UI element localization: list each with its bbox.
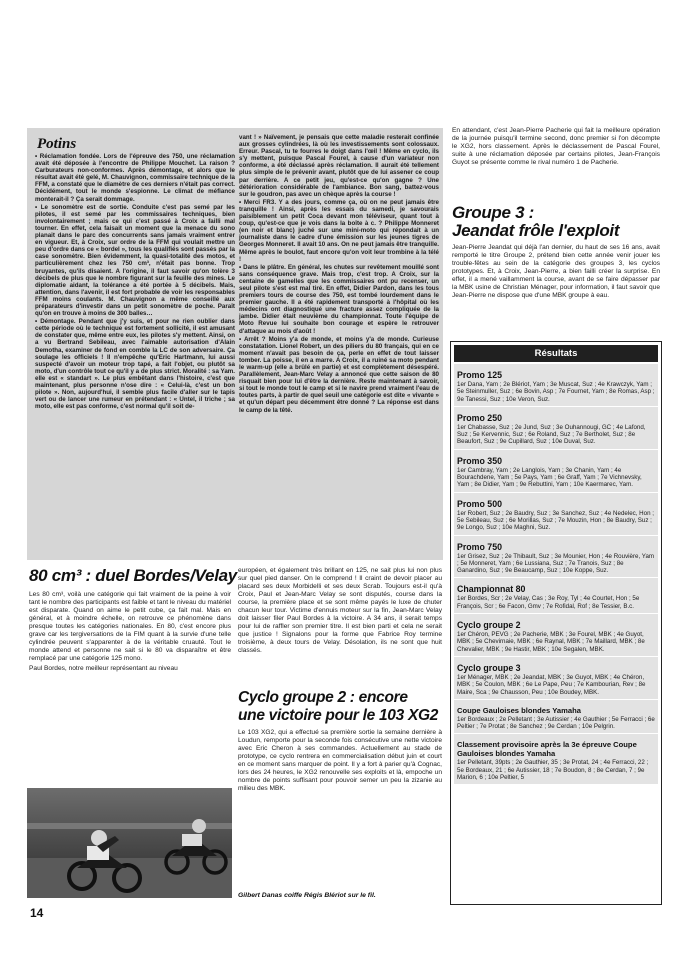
results-category-title: Promo 125 [457, 370, 502, 380]
potins-column-2 [239, 134, 439, 415]
results-category [454, 734, 658, 784]
groupe3-text: Jean-Pierre Jeandat qui déjà l'an dernier, du haut de ses 16 ans, avait remporté le titre Groupe 2, prétend bien cette année venir jouer les trouble-fêtes au sein de la catégorie des groupes 3, les cyclos prototypes. Et, à Croix, Jean-Pierre, a bien failli créer la surprise. En effet, il a mené vaillamment la course, avant de se faire dépasser par la MBK usine de Christian Ménager, pour information, il faut savoir que Jean-Pierre ne dispose que d'une MBK groupe à eau. [452, 244, 660, 299]
results-box [450, 341, 662, 905]
cyclo-g2-text: Le 103 XG2, qui a effectué sa première sortie la semaine dernière à Loudun, remporte pour la seconde fois consécutive une nette victoire avec Eric Cheron à ses commandes. Actuellement au stade de prototype, ce cyclo rentrera en commercialisation début juin et court en ce moment sans marquer de point. Il y a fort à parier qu'à Cognac, lors des 24 heures, le XG2 renouvelle ses exploits et là, empoche un nombre de points suffisant pour pouvoir semer un peu la zizanie au milieu des MBK. [238, 729, 442, 792]
racing-photo-image [27, 788, 232, 898]
potins-title: Potins [37, 136, 77, 152]
potins-box [27, 128, 443, 560]
cyclo-g2-headline-line-2: une victoire pour le 103 XG2 [238, 707, 439, 724]
results-category-body: 1er Cambray, Yam ; 2e Langlois, Yam ; 3e Chanin, Yam ; 4e Bourachdene, Yam ; 5e Pays, Yam ; 6e Graff, Yam ; 7e Vichnevsky, Yam ; 8e Didier, Yam ; 9e Rebuttini, Yam ; 10e Kaermarec, Yam. [457, 466, 642, 489]
potins-paragraph: • Dans le plâtre. En général, les chutes sur revêtement mouillé sont sans conséquence grave. Mais trop, c'est trop. A Croix, sur la centaine de gamelles que les commissaires ont pu recenser, un seul pilote s'est est mal tiré. En effet, Didier Pardon, dans les tous premiers tours de course des 750, est tombé lourdement dans le premier gauche. Il a été rapidement transporté à l'hôpital où les médecins ont diagnostiqué une fracture assez compliquée de la jambe. Didier était neuvième du championnat. Toute l'équipe de Moto Revue lui souhaite bon courage et espère le retrouver d'attaque au mois d'août ! [239, 263, 439, 335]
results-category [454, 536, 658, 578]
potins-paragraph: • Démontage. Pendant que j'y suis, et pour ne rien oublier dans cette période où le technique est fortement sollicité, il est amusant de constater que, même entre eux, les pilotes s'y mettent. Ainsi, on a vu Bertrand Sebileau, avec l'aimable autorisation d'Alain Demotha, examiner de fond en comble la LC de son adversaire. Ça soulage les officiels ! Il n'empêche qu'Eric Hartmann, lui aussi suspecté d'avoir un moteur trop tapé, a fait l'objet, ou plutôt sa moto, d'un contrôle tout ce qu'il y a de plus strict. Moralité : sa Yam. elle est « standart ». Le plus embêtant dans l'histoire, c'est que maintenant, plus personne n'ose dire : « Celui-là, c'est un bon pilote ». Non, aujourd'hui, il semble plus facile d'aller sur le tapis vert ou de lancer une rumeur en prétendant : « Untel, il triche ; sa moto, elle est pas conforme, c'est normal qu'il soit de- [35, 318, 235, 411]
results-category-body: 1er Grisez, Suz ; 2e Thibault, Suz ; 3e Mounier, Hon ; 4e Rouvière, Yam ; 5e Monneret, Yam ; 6e Lussiana, Suz ; 7e Tranois, Suz ; 8e Ganardino, Suz ; 9e Beaucamp, Suz ; 10e Koppe, Suz. [457, 552, 655, 575]
results-list [454, 364, 658, 785]
results-category [454, 364, 658, 406]
article80-paragraph: Les 80 cm³, voilà une catégorie qui fait vraiment de la peine à voir tant le nombre des participants est faible et tant le niveau du matériel est disparate. Quand on aime le petit cube, ça fait mal. Mais en général, et à moindre échelle, on retrouve ce phénomène dans presque toutes les catégories nationales. En 80, c'est encore plus grave car les tergiversations de la FIM quant à la survie d'une telle cylindrée peuvent s'apparenter à de la véritable cruauté. Tout le monde attend et personne ne sait si le 80 va disparaître et être remplacé par une catégorie 125 mono. [29, 591, 231, 662]
results-category [454, 450, 658, 492]
results-category-title: Championnat 80 [457, 584, 526, 595]
article80-column-2: européen, et également très brillant en 125, ne sait plus lui non plus sur quel pied danser. On le comprend ! Il craint de devoir placer au placard ses deux Morbidelli et ses deux Scrab. Toujours est-il qu'à Croix, Paul et Jean-Marc Velay se sont disputés, course dans la course, la première place et se sont même payés le luxe de chuter chacun leur tour. Victime d'ennuis moteur sur la fin, Jean-Marc Velay doit laisser filer Paul Bordes à la victoire. A 34 ans, il serait temps pour lui de raffler son premier titre. Il est bien parti et cela ne serait que justice ! Signalons pour la forme que Fabrice Roy termine troisième, à deux tours de Velay. Désolation, ils ne sont que huit classés. [238, 567, 442, 654]
article80-paragraph: Paul Bordes, notre meilleur représentant au niveau [29, 665, 178, 672]
page-number: 14 [30, 906, 44, 920]
results-category-title: Coupe Gauloises blondes Yamaha [457, 705, 581, 715]
results-category [454, 657, 658, 699]
results-category-body: 1er Robert, Suz ; 2e Baudry, Suz ; 3e Sanchez, Suz ; 4e Nedelec, Hon ; 5e Sebileau, Suz ; 6e Morillas, Suz ; 7e Mouzin, Hon ; 8e Baudry, Suz ; 9e Longo, Suz ; 10e Maghni, Suz. [457, 509, 654, 532]
results-category-title: Promo 500 [457, 498, 502, 509]
results-category-body: 1er Chéron, PEVG ; 2e Pacherie, MBK ; 3e Fourel, MBK ; 4e Guyot, MBK ; 5e Chevirnaie, MBK ; 6e Raynal, MBK ; 7e Maillard, MBK ; 8e Chevalier, MBK ; 9e Hastir, MBK ; 10e Segalen, MBK. [457, 631, 645, 653]
results-category-title: Promo 750 [457, 541, 502, 552]
groupe3-headline-line-2: Jeandat frôle l'exploit [452, 221, 620, 240]
results-category [454, 614, 658, 656]
results-category [454, 578, 658, 613]
potins-paragraph: vant ! » Naïvement, je pensais que cette maladie resterait confinée aux grosses cylindrées, là où les investissements sont colossaux. Erreur. Pascal, tu te fourres le doigt dans l'œil ! Même en cyclo, ils s'y mettent, puisque Pascal Fourel, à cause d'un variateur non conforme, a été déclassé après réclamation. Il aurait été tellement plus simple de le prévenir avant, plutôt que de lui assener ce coup par derrière. A ce petit jeu, qu'est-ce qu'on gagne ? Une détérioration considérable de l'ambiance. Bon sang, battez-vous sur le goudron, pas avec un chèque après la course ! [239, 134, 439, 198]
results-category [454, 700, 658, 734]
results-category-body: 1er Dana, Yam ; 2e Blériot, Yam ; 3e Muscat, Suz ; 4e Krawczyk, Yam ; 5e Steinmuller, Suz ; 6e Bovin, Asp ; 7e Fournet, Yam ; 8e Romas, Asp ; 9e Tanessi, Suz ; 10e Veron, Suz. [457, 381, 655, 403]
results-category-body: 1er Bordes, Scr ; 2e Velay, Cas ; 3e Roy, Tyl ; 4e Courtet, Hon ; 5e François, Scr ; 6e Facon, Gmv ; 7e Rofidal, Rof ; 8e Tessier, B.c. [457, 595, 640, 610]
groupe3-headline-line-1: Groupe 3 : [452, 203, 535, 222]
article80-column-1 [29, 591, 231, 675]
results-category-body: 1er Pelletant, 39pts ; 2e Gauthier, 35 ; 3e Protat, 24 ; 4e Ferracci, 22 ; 5e Bordeaux, 21 ; 6e Autissier, 18 ; 7e Boudon, 8 ; 8e Cerdan, 7 ; 9e Marion, 6 ; 10e Peltier, 5 [457, 759, 649, 782]
potins-paragraph: • Le sonomètre est de sortie. Conduite c'est pas semé par les pilotes, il est semé par les commissaires techniques, bien involontairement ; mais ce qui c'est passé à Croix a failli mal tourner. En effet, cela faisait un moment que la menace du sono planait dans le parc des concurrents sans jamais vraiment entrer en vigueur. Et, à Croix, sur ordre de la FFM qui voulait mettre un peu d'ordre dans ce « bordel », tous les qualifiés sont passés par la case sonomètre. Bien évidemment, la quasi-totalité des motos, et particulièrement chez les 750 cm³, n'était pas bonne. Trop bruyantes, qu'ils disaient. A l'origine, il faut savoir qu'on tolère 3 décibels de plus que le nombre figurant sur la feuille des mines. Le diplomatie aidant, la tolérance a été portée à 5 décibels. Mais, attention, dans l'avenir, il est fort probable de voir les responsables FFM moins coulants. M. Chauvignon a même conseillé aux préparateurs d'investir dans un petit sonomètre de poche. Paraît qu'on en trouve à moins de 300 balles… [35, 203, 235, 318]
results-category-body: 1er Ménager, MBK ; 2e Jeandat, MBK ; 3e Guyot, MBK ; 4e Chéron, MBK ; 5e Coulon, MBK ; 6e Le Pape, Peu ; 7e Kambourian, Rev ; 8e Maire, Sca ; 9e Chausson, Peu ; 10e Boudey, MBK. [457, 673, 646, 696]
article80-headline: 80 cm³ : duel Bordes/Velay [29, 566, 237, 585]
results-category-title: Promo 250 [457, 412, 502, 423]
results-category-title: Cyclo groupe 2 [457, 620, 521, 631]
results-category-body: 1er Chabasse, Suz ; 2e Jund, Suz ; 3e Ouhannougi, GC ; 4e Lafond, Suz ; 5e Kervennic, Suz ; 6e Roland, Suz ; 7e Bertholet, Suz ; 8e Beaufort, Suz ; 9e Cupillard, Suz ; 10e Duval, Suz. [457, 423, 646, 446]
results-category-title: Promo 350 [457, 455, 502, 466]
potins-paragraph: • Arrêt ? Moins y'a de monde, et moins y'a de monde. Curieuse constatation. Lionel Robert, un des piliers du 80 français, qui en ce moment n'avait pas besoin de ça, perle en effet de tout laisser tomber. La poisse, il en a marre. A Croix, il a ruiné sa moto pendant le warm-up (elle a brûlé en partie) et est complètement désespéré. Parallèlement, Jean-Marc Velay a annoncé que cette saison de 80 risquait bien pour lui d'être la dernière. Reste maintenant à savoir, si tout le monde tout le camp et si le navire prend vraiment l'eau de toutes parts, à partir de quel seuil une catégorie est dite « vivante » et qu'un départ peu décemment être donné ? La réponse est dans le camp de la têté. [239, 335, 439, 414]
intro-text: En attendant, c'est Jean-Pierre Pacherie qui fait la meilleure opération de la journée puisqu'il termine second, donc premier si l'on décompte le XG2, hors classement. Après le déclassement de Pascal Fourel, suite à une réclamation déposée par certains pilotes, Jean-François Guyot se présente comme le rival numéro 1 de Pacherie. [452, 127, 660, 166]
potins-column-1 [35, 153, 235, 411]
potins-paragraph: • Merci FR3. Y a des jours, comme ça, où on ne peut jamais être tranquille ! Ainsi, après les essais du samedi, je savourais paisiblement un petit Coca devant mon téléviseur, quant tout à coup, qu'est-ce que je vois dans la boîte à c. ? Philippe Monneret (en noir et blanc) juché sur une mini-moto qui répondait à un journaliste dans le cadre d'une émission sur les jeunes tigres de Georges Monneret. Il avait 10 ans. On ne peut jamais être tranquille. Même après le boulot, faut encore qu'on voit leur trombine à la télé ! [239, 198, 439, 263]
photo-caption: Gilbert Danas coiffe Régis Blériot sur le fil. [238, 892, 376, 899]
results-category-title: Cyclo groupe 3 [457, 662, 521, 673]
results-header: Résultats [454, 345, 658, 362]
results-category-body: 1er Bordeaux ; 2e Pelletant ; 3e Autissier ; 4e Gauthier ; 5e Ferracci ; 6e Peltier ; 7e Protat ; 8e Sanchez ; 9e Cerdan ; 10e Pelgrin. [457, 715, 655, 731]
potins-paragraph: • Réclamation fondée. Lors de l'épreuve des 750, une réclamation avait été déposée à l'encontre de Philippe Mouchet. La raison ? Carburateurs non-conformes. Après démontage, et alors que le résultat avait été gelé, M. Chauvignon, commissaire technique de la FFM, a constaté que le diamètre de ces derniers n'était pas correct. Décidément, tout le monde s'espionne. Le climat de méfiance monterait-il ? Ça serait dommage. [35, 153, 235, 203]
cyclo-g2-headline-line-1: Cyclo groupe 2 : encore [238, 689, 408, 706]
results-category [454, 493, 658, 535]
results-category [454, 407, 658, 449]
racing-photo [27, 788, 232, 898]
results-category-title: Classement provisoire après la 3e épreuve Coupe Gauloises blondes Yamaha [457, 740, 637, 759]
